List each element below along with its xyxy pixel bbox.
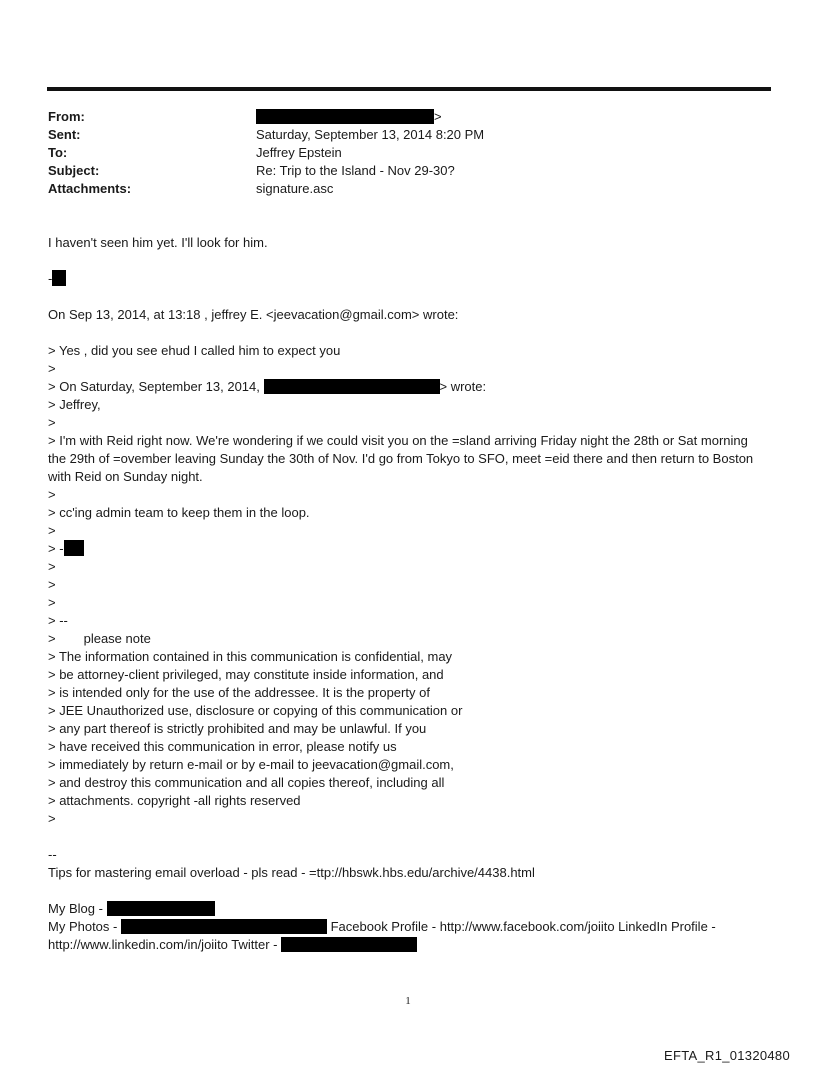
disclaimer-line: > attachments. copyright -all rights reserved bbox=[48, 793, 301, 808]
quoted-line: > cc'ing admin team to keep them in the loop. bbox=[48, 505, 310, 520]
quoted-marker: > bbox=[48, 631, 56, 646]
subject-label: Subject: bbox=[48, 163, 100, 178]
from-value bbox=[256, 108, 442, 126]
to-value: Jeffrey Epstein bbox=[256, 145, 342, 160]
signature-initial bbox=[48, 270, 768, 288]
quoted-line: > bbox=[48, 595, 56, 610]
disclaimer-line: > any part thereof is strictly prohibited and may be unlawful. If you bbox=[48, 721, 427, 736]
disclaimer-line: > and destroy this communication and all copies thereof, including all bbox=[48, 775, 445, 790]
quoted-line: > Jeffrey, bbox=[48, 397, 101, 412]
quote-attribution: On Sep 13, 2014, at 13:18 , jeffrey E. <jeevacation@gmail.com> wrote: bbox=[48, 307, 459, 322]
linkedin-line bbox=[48, 936, 768, 954]
quoted-line: > bbox=[48, 523, 56, 538]
signature-dash: - bbox=[48, 271, 53, 286]
sent-label: Sent: bbox=[48, 127, 81, 142]
disclaimer-line: > is intended only for the use of the addressee. It is the property of bbox=[48, 685, 430, 700]
quoted-line: > bbox=[48, 559, 56, 574]
quoted-line bbox=[48, 378, 768, 396]
attachments-label: Attachments: bbox=[48, 181, 132, 196]
redaction-box bbox=[64, 540, 84, 556]
quoted-paragraph: > I'm with Reid right now. We're wondering if we could visit you on the =sland arriving Friday night the 28th or Sat morning the 29th of =ovember leaving Sunday the 30th of Nov. I'd go from Tokyo to SFO, meet =eid there and then return to Boston with Reid on Sunday night. bbox=[48, 433, 757, 484]
quoted-line: > Yes , did you see ehud I called him to expect you bbox=[48, 343, 341, 358]
quoted-attribution-start: > On Saturday, September 13, 2014, bbox=[48, 379, 260, 394]
redaction-box bbox=[281, 937, 417, 952]
quoted-line bbox=[48, 540, 768, 558]
photos-label: My Photos - bbox=[48, 919, 118, 934]
quoted-sig-dash: > - bbox=[48, 541, 64, 556]
redaction-box bbox=[52, 270, 66, 286]
page-number: 1 bbox=[405, 995, 411, 1007]
please-note: please note bbox=[83, 631, 151, 646]
quoted-line bbox=[48, 630, 768, 648]
disclaimer-line: > The information contained in this communication is confidential, may bbox=[48, 649, 453, 664]
blog-line bbox=[48, 900, 768, 918]
redaction-box bbox=[264, 379, 440, 394]
redaction-box bbox=[256, 109, 434, 124]
linkedin-twitter-text: http://www.linkedin.com/in/joiito Twitter - bbox=[48, 937, 278, 952]
quoted-line: > bbox=[48, 361, 56, 376]
redaction-box bbox=[107, 901, 215, 916]
blog-label: My Blog - bbox=[48, 901, 103, 916]
quoted-line: > bbox=[48, 487, 56, 502]
subject-value: Re: Trip to the Island - Nov 29-30? bbox=[256, 163, 455, 178]
sent-value: Saturday, September 13, 2014 8:20 PM bbox=[256, 127, 485, 142]
signature-separator: -- bbox=[48, 847, 57, 862]
redaction-box bbox=[121, 919, 327, 934]
attachments-value: signature.asc bbox=[256, 181, 334, 196]
disclaimer-line: > have received this communication in error, please notify us bbox=[48, 739, 397, 754]
disclaimer-line: > bbox=[48, 811, 56, 826]
to-label: To: bbox=[48, 145, 68, 160]
bates-number: EFTA_R1_01320480 bbox=[664, 1048, 790, 1063]
disclaimer-line: > immediately by return e-mail or by e-mail to jeevacation@gmail.com, bbox=[48, 757, 454, 772]
disclaimer-line: > be attorney-client privileged, may constitute inside information, and bbox=[48, 667, 444, 682]
photos-line bbox=[48, 918, 768, 936]
quoted-attribution-end: > wrote: bbox=[439, 379, 487, 394]
disclaimer-line: > JEE Unauthorized use, disclosure or copying of this communication or bbox=[48, 703, 463, 718]
tips-line: Tips for mastering email overload - pls read - =ttp://hbswk.hbs.edu/archive/4438.html bbox=[48, 865, 535, 880]
quoted-line: > bbox=[48, 415, 56, 430]
header-rule bbox=[47, 87, 771, 91]
email-body bbox=[48, 234, 768, 954]
from-label: From: bbox=[48, 109, 85, 124]
reply-text: I haven't seen him yet. I'll look for him. bbox=[48, 235, 268, 250]
quoted-line: > -- bbox=[48, 613, 68, 628]
quoted-line: > bbox=[48, 577, 56, 592]
from-suffix: > bbox=[434, 109, 442, 124]
facebook-linkedin-text: Facebook Profile - http://www.facebook.com/joiito LinkedIn Profile - bbox=[330, 919, 716, 934]
